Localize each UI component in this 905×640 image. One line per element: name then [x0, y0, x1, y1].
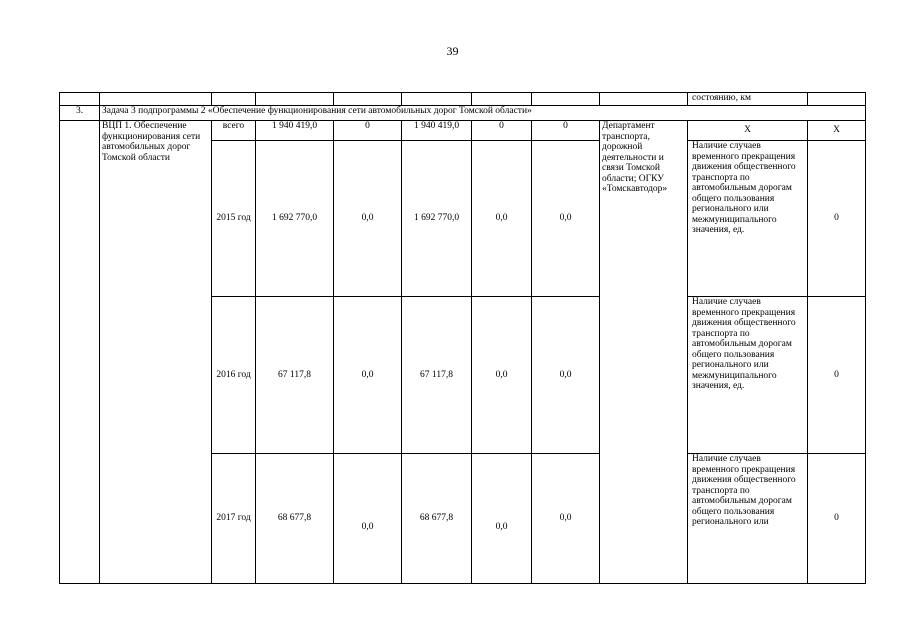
program-name: ВЦП 1. Обеспечение функционирования сети автомобильных дорог Томской области [100, 121, 212, 584]
table-row [60, 121, 866, 141]
extra-cell: 0,0 [532, 297, 600, 454]
task-row [60, 106, 866, 121]
total-cell: 67 117,8 [256, 297, 334, 454]
program-table [59, 92, 866, 584]
page-number: 39 [446, 44, 459, 58]
executor-cell: Департамент транспорта, дорожной деятельности и связи Томской области; ОГКУ «Томскавтодор» [600, 121, 688, 584]
total-cell: 68 677,8 [256, 454, 334, 584]
federal-cell: 0,0 [334, 454, 402, 584]
task-number: 3. [60, 106, 100, 121]
indicator-cell: Наличие случаев временного прекращения движения общественного транспорта по автомобильным дорогам общего пользования регионального или межмуниципального значения, ед. [688, 297, 808, 454]
period-cell: всего [212, 121, 256, 141]
local-cell: 0,0 [472, 454, 532, 584]
regional-cell: 1 940 419,0 [402, 121, 472, 141]
period-cell: 2017 год [212, 454, 256, 584]
table-row [60, 93, 866, 106]
regional-cell: 1 692 770,0 [402, 141, 472, 297]
total-cell: 1 940 419,0 [256, 121, 334, 141]
local-cell: 0,0 [472, 141, 532, 297]
indicator-cell: Наличие случаев временного прекращения движения общественного транспорта по автомобильным дорогам общего пользования регионального или межмуниципального значения, ед. [688, 141, 808, 297]
indicator-cell: Х [688, 121, 808, 141]
period-cell: 2016 год [212, 297, 256, 454]
extra-cell: 0,0 [532, 141, 600, 297]
federal-cell: 0,0 [334, 141, 402, 297]
extra-cell: 0,0 [532, 454, 600, 584]
local-cell: 0 [472, 121, 532, 141]
total-cell: 1 692 770,0 [256, 141, 334, 297]
value-cell: Х [808, 121, 866, 141]
value-cell: 0 [808, 454, 866, 584]
value-cell: 0 [808, 141, 866, 297]
value-cell: 0 [808, 297, 866, 454]
extra-cell: 0 [532, 121, 600, 141]
indicator-cell: Наличие случаев временного прекращения движения общественного транспорта по автомобильным дорогам общего пользования регионального или [688, 454, 808, 584]
period-cell: 2015 год [212, 141, 256, 297]
federal-cell: 0 [334, 121, 402, 141]
regional-cell: 67 117,8 [402, 297, 472, 454]
regional-cell: 68 677,8 [402, 454, 472, 584]
indicator-cell: состоянию, км [688, 93, 808, 106]
local-cell: 0,0 [472, 297, 532, 454]
federal-cell: 0,0 [334, 297, 402, 454]
task-title: Задача 3 подпрограммы 2 «Обеспечение функционирования сети автомобильных дорог Томской области» [100, 106, 866, 121]
